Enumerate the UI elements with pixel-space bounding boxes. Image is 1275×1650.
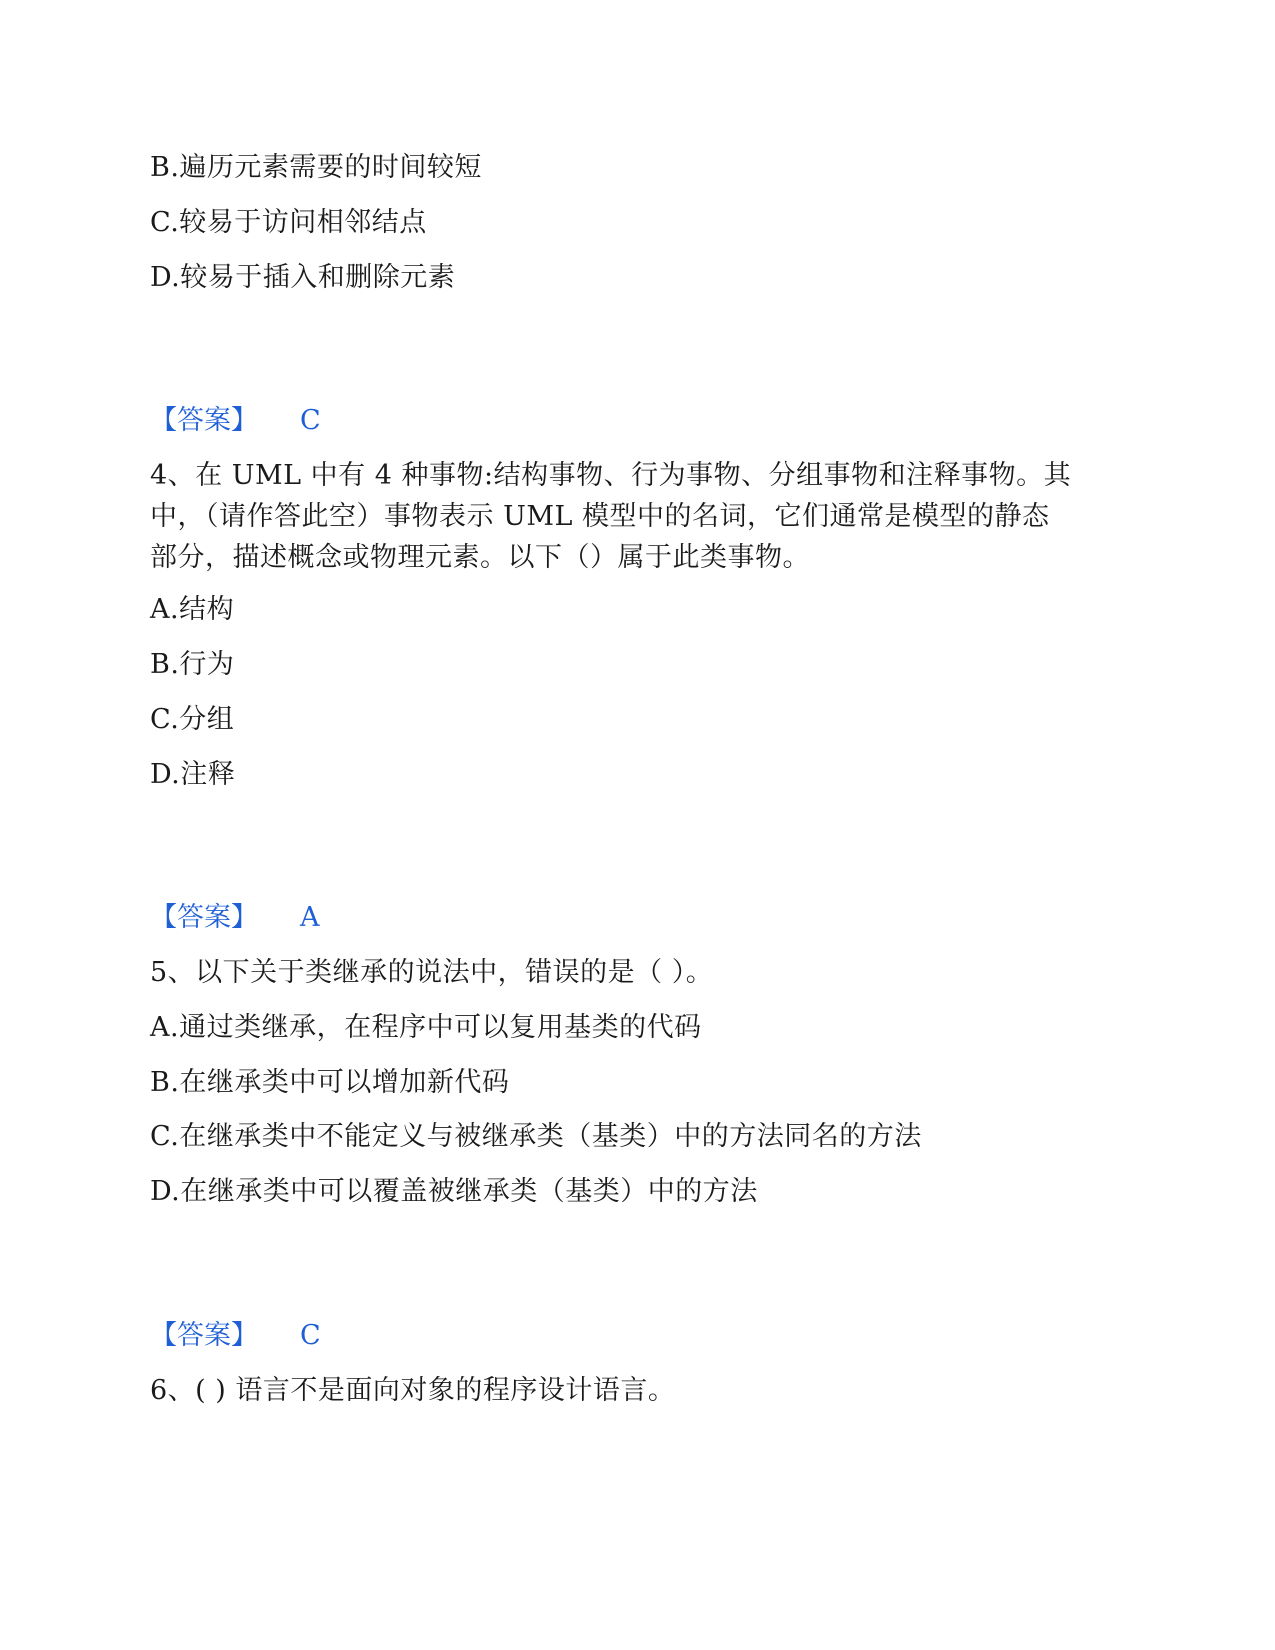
q4-option-d: D.注释 <box>150 759 236 790</box>
q5-question: 5、以下关于类继承的说法中，错误的是（ ）。 <box>150 957 714 988</box>
answer-label: 【答案】 <box>150 1320 258 1351</box>
q6-question: 6、( ) 语言不是面向对象的程序设计语言。 <box>150 1375 676 1406</box>
q4-option-c: C.分组 <box>150 704 235 735</box>
q5-option-b: B.在继承类中可以增加新代码 <box>150 1067 510 1098</box>
q4-answer <box>150 898 320 938</box>
answer-value: C <box>300 405 321 436</box>
q4-option-a: A.结构 <box>150 594 235 625</box>
q3-answer <box>150 401 321 441</box>
q4-question-line-2: 中，（请作答此空）事物表示 UML 模型中的名词，它们通常是模型的静态 <box>150 501 1050 532</box>
q3-option-d: D.较易于插入和删除元素 <box>150 262 456 293</box>
q4-question-line-1: 4、在 UML 中有 4 种事物:结构事物、行为事物、分组事物和注释事物。其 <box>150 460 1072 491</box>
q4-question-line-3: 部分，描述概念或物理元素。以下（）属于此类事物。 <box>150 542 810 573</box>
q5-answer <box>150 1316 321 1356</box>
q5-option-d: D.在继承类中可以覆盖被继承类（基类）中的方法 <box>150 1176 758 1207</box>
q3-option-b: B.遍历元素需要的时间较短 <box>150 152 482 183</box>
q5-option-a: A.通过类继承，在程序中可以复用基类的代码 <box>150 1012 702 1043</box>
q3-option-c: C.较易于访问相邻结点 <box>150 207 427 238</box>
q4-option-b: B.行为 <box>150 649 235 680</box>
answer-value: A <box>300 902 320 933</box>
q5-option-c: C.在继承类中不能定义与被继承类（基类）中的方法同名的方法 <box>150 1121 922 1152</box>
answer-label: 【答案】 <box>150 405 258 436</box>
answer-value: C <box>300 1320 321 1351</box>
answer-label: 【答案】 <box>150 902 258 933</box>
